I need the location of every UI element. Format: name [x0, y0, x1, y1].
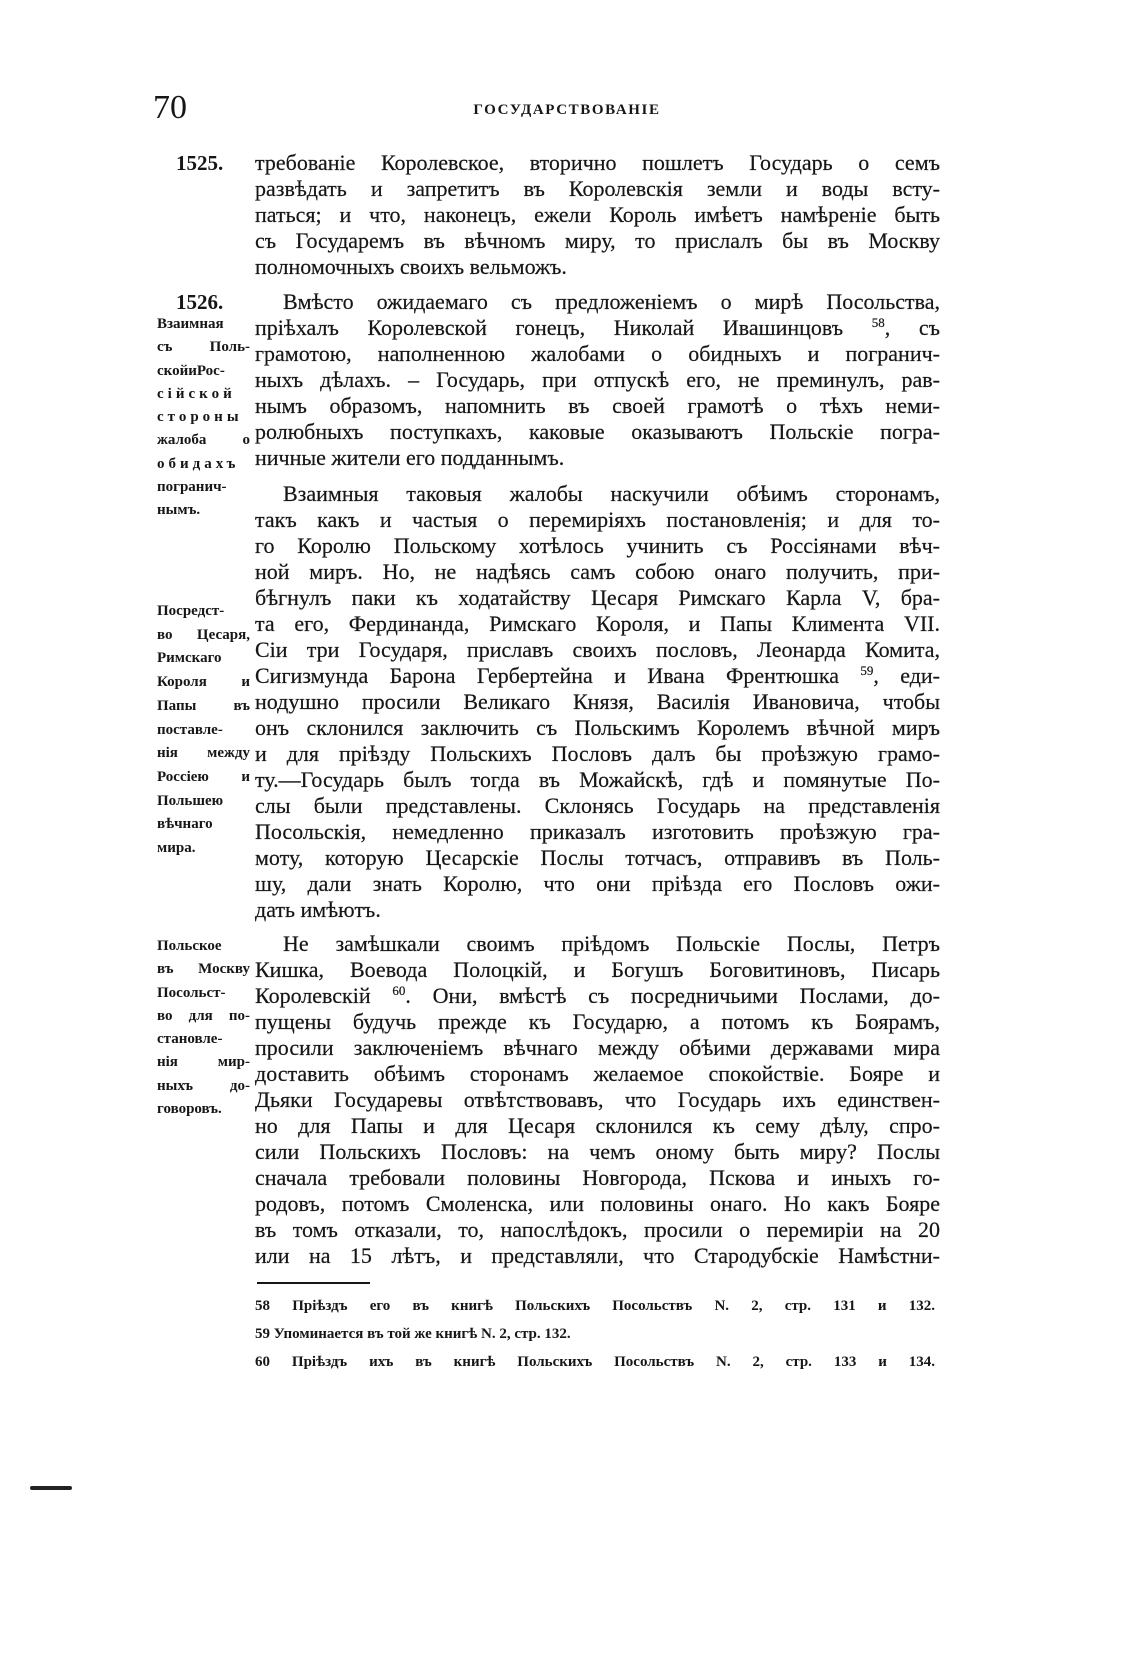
- margin-note-line: Римскаго: [157, 650, 222, 667]
- margin-note-line: въ Москву: [157, 961, 250, 978]
- margin-note-line: говоровъ.: [157, 1101, 222, 1118]
- body-line: онъ склонился заключить съ Польскимъ Королемъ вѣчной миръ: [255, 715, 940, 740]
- body-line: ролюбныхъ поступкахъ, каковые оказываютъ Польскіе погра-: [255, 419, 940, 444]
- margin-note-line: во Цесаря,: [157, 626, 250, 643]
- paragraph-2: [255, 289, 940, 471]
- body-line: [255, 315, 940, 341]
- body-line: Взаимныя таковыя жалобы наскучили обѣимъ сторонамъ,: [283, 481, 940, 506]
- body-line: го Королю Польскому хотѣлось учинить съ Россіянами вѣч-: [255, 533, 940, 558]
- margin-note-line: Посредст-: [157, 603, 225, 619]
- body-line: такъ какъ и частыя о перемиріяхъ постановленія; и для то-: [255, 507, 940, 532]
- margin-note-line: во для по-: [157, 1007, 250, 1024]
- body-line: та его, Фердинанда, Римскаго Короля, и Папы Климента VII.: [255, 611, 940, 636]
- margin-note-line: Посольст-: [157, 984, 226, 1001]
- footnote-59: [255, 1320, 935, 1348]
- footnote-number: 59: [255, 1326, 270, 1342]
- margin-note-line: съ Поль-: [157, 339, 250, 356]
- body-line: Посольскія, немедленно приказалъ изготовить проѣзжую гра-: [255, 819, 940, 844]
- margin-note-line: Взаимная: [157, 316, 224, 332]
- line-text: пріѣхалъ Королевской гонецъ, Николай Ивашинцовъ: [255, 315, 872, 340]
- paragraph-1: [255, 150, 940, 280]
- body-line: требованіе Королевское, вторично пошлетъ Государь о семъ: [255, 150, 940, 175]
- footnotes: [255, 1292, 935, 1376]
- paragraph-4: [255, 931, 940, 1269]
- page-number: 70: [153, 89, 187, 126]
- body-line: [255, 983, 940, 1009]
- body-line: въ томъ отказали, то, напослѣдокъ, просили о перемиріи на 20: [255, 1217, 940, 1242]
- body-line: Вмѣсто ожидаемаго съ предложеніемъ о мирѣ Посольства,: [283, 289, 940, 314]
- footnote-ref-58: 58: [871, 315, 885, 330]
- body-line: пущены будучь прежде къ Государю, а потомъ къ Боярамъ,: [255, 1009, 940, 1034]
- body-line: сначала требовали половины Новгорода, Пскова и иныхъ го-: [255, 1165, 940, 1190]
- margin-year-1525: 1525.: [176, 151, 224, 175]
- margin-note-mutual-complaints: [157, 313, 250, 523]
- footnote-number: 60: [255, 1354, 270, 1370]
- margin-note-line: жалоба о: [157, 432, 250, 449]
- margin-note-line: погранич-: [157, 479, 227, 496]
- footnote-rule: [257, 1282, 370, 1284]
- paragraph-3: [255, 481, 940, 923]
- footnote-text: Упоминается въ той же книгѣ N. 2, стр. 132.: [273, 1326, 571, 1342]
- footnote-58: [255, 1292, 935, 1320]
- margin-note-line: Польское: [157, 938, 222, 954]
- margin-note-line: становле-: [157, 1031, 223, 1048]
- margin-note-line: стороны: [157, 409, 243, 426]
- body-line: просили заключеніемъ вѣчнаго между обѣими державами мира: [255, 1035, 940, 1060]
- footnote-ref-59: 59: [860, 663, 874, 678]
- line-text: , еди-: [873, 663, 940, 688]
- margin-note-polish-embassy: [157, 935, 250, 1121]
- body-line: но для Папы и для Цесаря склонился къ сему дѣлу, спро-: [255, 1113, 940, 1138]
- body-line: слы были представлены. Склонясь Государь на представленія: [255, 793, 940, 818]
- footnote-text: Пріѣздъ его въ книгѣ Польскихъ Посольствъ N. 2, стр. 131 и 132.: [292, 1298, 936, 1314]
- body-line: съ Государемъ въ вѣчномъ миру, то прислалъ бы въ Москву: [255, 228, 940, 253]
- footnote-ref-60: 60: [392, 983, 406, 998]
- body-line: Кишка, Воевода Полоцкій, и Богушъ Боговитиновъ, Писарь: [255, 957, 940, 982]
- footnote-number: 58: [255, 1298, 270, 1314]
- body-line: Дьяки Государевы отвѣтствовавъ, что Государь ихъ единствен-: [255, 1087, 940, 1112]
- body-line: дать имѣютъ.: [255, 897, 381, 922]
- body-line: и для пріѣзду Польскихъ Пословъ далъ бы проѣзжую грамо-: [255, 741, 940, 766]
- margin-note-line: мира.: [157, 840, 196, 857]
- margin-note-line: нія мир-: [157, 1054, 250, 1071]
- footnote-60: [255, 1348, 935, 1376]
- body-line: полномочныхъ своихъ вельможъ.: [255, 254, 567, 279]
- line-text: Сигизмунда Барона Гербертейна и Ивана Френтюшка: [255, 663, 861, 688]
- body-line: ту.—Государь былъ тогда въ Можайскѣ, гдѣ и помянутые По-: [255, 767, 940, 792]
- line-text: Королевскій: [255, 983, 393, 1008]
- body-line: ныхъ дѣлахъ. – Государь, при отпускѣ его, не преминулъ, рав-: [255, 367, 940, 392]
- body-line: бѣгнулъ паки къ ходатайству Цесаря Римскаго Карла V, бра-: [255, 585, 940, 610]
- footnote-text: Пріѣздъ ихъ въ книгѣ Польскихъ Посольствъ N. 2, стр. 133 и 134.: [291, 1354, 936, 1370]
- body-line: шу, дали знать Королю, что они пріѣзда его Пословъ ожи-: [255, 871, 940, 896]
- line-text: , съ: [884, 315, 940, 340]
- body-line: Не замѣшкали своимъ пріѣдомъ Польскіе Послы, Петръ: [283, 931, 940, 956]
- body-line: паться; и что, наконецъ, ежели Король имѣетъ намѣреніе быть: [255, 202, 940, 227]
- margin-note-line: Польшею: [157, 792, 224, 809]
- body-line: моту, которую Цесарскіе Послы тотчасъ, отправивъ въ Поль-: [255, 845, 940, 870]
- margin-note-line: Россіею и: [157, 768, 250, 785]
- running-title: ГОСУДАРСТВОВАНІЕ: [473, 102, 661, 118]
- body-line: Сіи три Государя, приславъ своихъ пословъ, Леонарда Комита,: [255, 637, 940, 662]
- body-line: или на 15 лѣтъ, и представляли, что Стародубскіе Намѣстни-: [255, 1243, 940, 1268]
- body-line: сили Польскихъ Пословъ: на чемъ оному быть миру? Послы: [255, 1139, 940, 1164]
- body-line: ничные жители его подданнымъ.: [255, 445, 565, 470]
- margin-note-line: сійской: [157, 385, 236, 402]
- body-line: доставить обѣимъ сторонамъ желаемое спокойствіе. Бояре и: [255, 1061, 940, 1086]
- margin-year-1526: 1526.: [176, 290, 224, 314]
- margin-note-line: нія между: [157, 745, 250, 762]
- margin-note-line: поставле-: [157, 721, 223, 738]
- line-text: . Они, вмѣстѣ съ посредничьими Послами, до-: [405, 983, 940, 1008]
- margin-note-line: нымъ.: [157, 502, 201, 519]
- margin-note-line: Короля и: [157, 674, 250, 691]
- body-line: ной миръ. Но, не надѣясь самъ собою онаго получить, при-: [255, 559, 940, 584]
- body-line: [255, 663, 940, 689]
- body-line: нодушно просили Великаго Князя, Василія Ивановича, чтобы: [255, 689, 940, 714]
- margin-note-line: обидахъ: [157, 455, 240, 472]
- body-line: грамотою, наполненною жалобами о обидныхъ и погранич-: [255, 341, 940, 366]
- margin-note-line: скойиРос-: [157, 362, 225, 379]
- margin-note-line: Папы въ: [157, 697, 250, 714]
- margin-note-line: ныхъ до-: [157, 1077, 250, 1094]
- body-line: родовъ, потомъ Смоленска, или половины онаго. Но какъ Бояре: [255, 1191, 940, 1216]
- margin-note-line: вѣчнаго: [157, 816, 213, 833]
- margin-note-mediation: [157, 600, 250, 861]
- body-line: нымъ образомъ, напомнить въ своей грамотѣ о тѣхъ неми-: [255, 393, 940, 418]
- body-line: развѣдать и запретитъ въ Королевскія земли и воды всту-: [255, 176, 940, 201]
- scan-mark: [30, 1486, 72, 1490]
